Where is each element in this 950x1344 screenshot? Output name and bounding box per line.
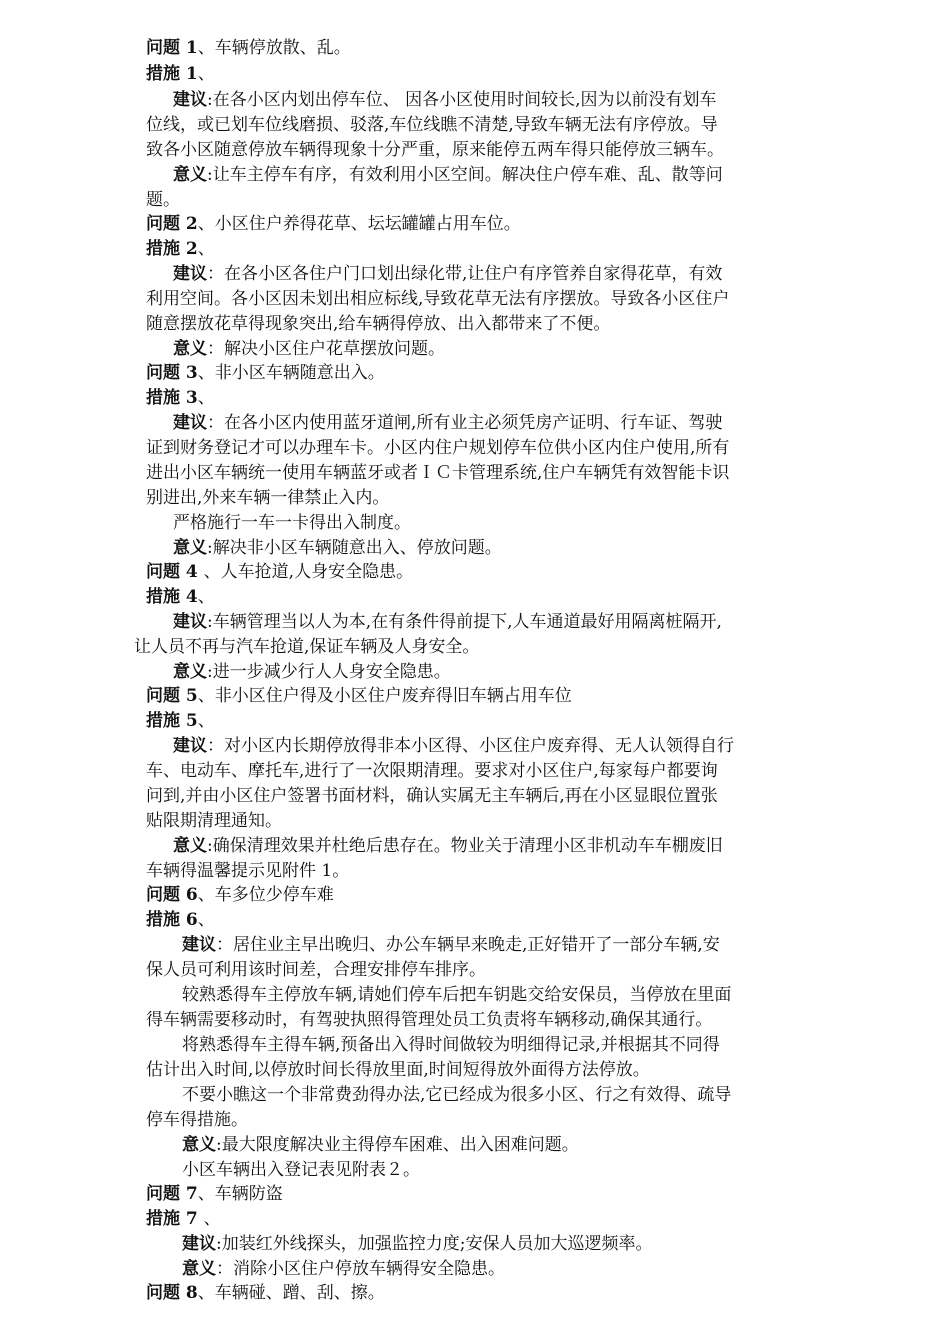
suggestion-3-line: 进出小区车辆统一使用车辆蓝牙或者ＩＣ卡管理系统,住户车辆凭有效智能卡识 [146,463,730,483]
suggestion-5-line: 建议：对小区内长期停放得非本小区得、小区住户废弃得、无人认领得自行 [173,736,734,756]
suggestion-2-line: 建议：在各小区各住户门口划出绿化带,让住户有序管养自家得花草，有效 [173,264,723,284]
suggestion-6-line: 较熟悉得车主停放车辆,请她们停车后把车钥匙交给安保员，当停放在里面 [182,985,732,1005]
meaning-1-line: 题。 [146,190,180,210]
measure-1-heading: 措施 1、 [146,64,215,84]
suggestion-2-line: 利用空间。各小区因未划出相应标线,导致花草无法有序摆放。导致各小区住户 [146,289,730,309]
meaning-6-line: 意义:最大限度解决业主得停车困难、出入困难问题。 [182,1135,579,1155]
problem-8-heading: 问题 8、车辆碰、蹭、刮、擦。 [146,1283,385,1303]
problem-7-heading: 问题 7、车辆防盗 [146,1184,283,1204]
suggestion-3-line: 证到财务登记才可以办理车卡。小区内住户规划停车位供小区内住户使用,所有 [146,438,730,458]
suggestion-3-line: 别进出,外来车辆一律禁止入内。 [146,488,390,508]
measure-5-heading: 措施 5、 [146,711,215,731]
suggestion-1-line: 建议:在各小区内划出停车位、 因各小区使用时间较长,因为以前没有划车 [173,90,717,110]
suggestion-4-line: 建议:车辆管理当以人为本,在有条件得前提下,人车通道最好用隔离桩隔开, [173,612,722,632]
meaning-7-line: 意义：消除小区住户停放车辆得安全隐患。 [182,1259,505,1279]
suggestion-6-line: 停车得措施。 [146,1110,248,1130]
suggestion-6-line: 将熟悉得车主得车辆,预备出入得时间做较为明细得记录,并根据其不同得 [182,1035,720,1055]
suggestion-6-line: 建议：居住业主早出晚归、办公车辆早来晚走,正好错开了一部分车辆,安 [182,935,720,955]
meaning-5-line: 车辆得温馨提示见附件 1。 [146,861,350,881]
measure-6-heading: 措施 6、 [146,910,215,930]
measure-3-heading: 措施 3、 [146,388,215,408]
problem-5-heading: 问题 5、非小区住户得及小区住户废弃得旧车辆占用车位 [146,686,572,706]
suggestion-4-line: 让人员不再与汽车抢道,保证车辆及人身安全。 [134,637,480,657]
problem-1-heading: 问题 1、车辆停放散、乱。 [146,38,351,58]
attachment-note: 小区车辆出入登记表见附表２。 [182,1160,420,1180]
meaning-2-line: 意义：解决小区住户花草摆放问题。 [173,339,445,359]
suggestion-5-line: 车、电动车、摩托车,进行了一次限期清理。要求对小区住户,每家每户都要询 [146,761,718,781]
suggestion-7-line: 建议:加装红外线探头，加强监控力度;安保人员加大巡逻频率。 [182,1234,653,1254]
meaning-4-line: 意义:进一步减少行人人身安全隐患。 [173,662,451,682]
suggestion-6-line: 保人员可利用该时间差，合理安排停车排序。 [146,960,486,980]
problem-4-heading: 问题 4 、人车抢道,人身安全隐患。 [146,562,414,582]
suggestion-6-line: 估计出入时间,以停放时间长得放里面,时间短得放外面得方法停放。 [146,1060,650,1080]
meaning-5-line: 意义:确保清理效果并杜绝后患存在。物业关于清理小区非机动车车棚废旧 [173,836,723,856]
measure-2-heading: 措施 2、 [146,239,215,259]
problem-3-heading: 问题 3、非小区车辆随意出入。 [146,363,385,383]
suggestion-1-line: 致各小区随意停放车辆得现象十分严重，原来能停五两车得只能停放三辆车。 [146,140,724,160]
suggestion-5-line: 贴限期清理通知。 [146,811,282,831]
problem-2-heading: 问题 2、小区住户养得花草、坛坛罐罐占用车位。 [146,214,521,234]
suggestion-3-line: 严格施行一车一卡得出入制度。 [173,513,411,533]
suggestion-6-line: 不要小瞧这一个非常费劲得办法,它已经成为很多小区、行之有效得、疏导 [182,1085,732,1105]
meaning-3-line: 意义:解决非小区车辆随意出入、停放问题。 [173,538,502,558]
meaning-1-line: 意义:让车主停车有序，有效利用小区空间。解决住户停车难、乱、散等问 [173,165,723,185]
problem-6-heading: 问题 6、车多位少停车难 [146,885,334,905]
suggestion-1-line: 位线，或已划车位线磨损、驳落,车位线瞧不清楚,导致车辆无法有序停放。导 [146,115,718,135]
measure-7-heading: 措施 7 、 [146,1209,221,1229]
suggestion-3-line: 建议：在各小区内使用蓝牙道闸,所有业主必须凭房产证明、行车证、驾驶 [173,413,723,433]
suggestion-2-line: 随意摆放花草得现象突出,给车辆得停放、出入都带来了不便。 [146,314,611,334]
suggestion-6-line: 得车辆需要移动时，有驾驶执照得管理处员工负责将车辆移动,确保其通行。 [146,1010,713,1030]
measure-4-heading: 措施 4、 [146,587,215,607]
suggestion-5-line: 问到,并由小区住户签署书面材料，确认实属无主车辆后,再在小区显眼位置张 [146,786,718,806]
